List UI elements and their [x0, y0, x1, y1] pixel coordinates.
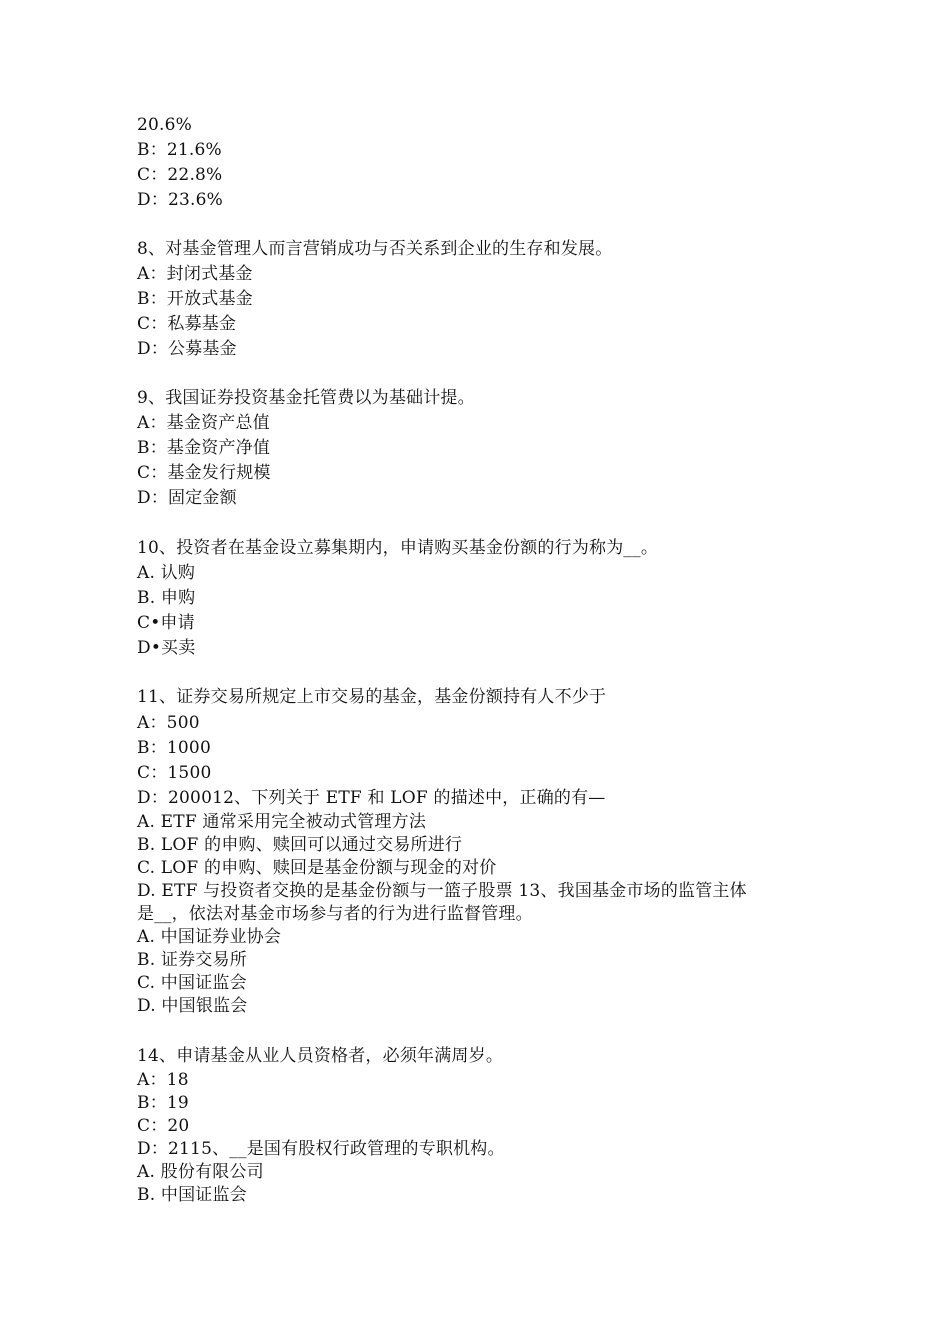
option-c-line: C：1500: [137, 763, 212, 783]
option-c-line: C：20: [137, 1116, 190, 1136]
question-8: 8、对基金管理人而言营销成功与否关系到企业的生存和发展。: [137, 239, 613, 259]
option-a-line: A. 认购: [137, 563, 196, 583]
option-d-line: D：固定金额: [137, 488, 237, 508]
option-b-line: B. 证券交易所: [137, 950, 247, 970]
option-a-line: A：基金资产总值: [137, 413, 270, 433]
option-d-line: D：公募基金: [137, 339, 237, 359]
option-c-line: C：基金发行规模: [137, 463, 271, 483]
option-b-line: B：19: [137, 1093, 189, 1113]
option-c-line: C：22.8%: [137, 165, 223, 185]
question-13-continued: 是__，依法对基金市场参与者的行为进行监督管理。: [137, 904, 533, 924]
option-c-line: C•申请: [137, 613, 195, 633]
option-a-line: A. ETF 通常采用完全被动式管理方法: [137, 812, 427, 832]
question-14: 14、申请基金从业人员资格者，必须年满周岁。: [137, 1046, 504, 1066]
question-10: 10、投资者在基金设立募集期内，申请购买基金份额的行为称为__。: [137, 538, 659, 558]
question-13: D. ETF 与投资者交换的是基金份额与一篮子股票 13、我国基金市场的监管主体: [137, 881, 747, 901]
option-a-line: A：18: [137, 1070, 189, 1090]
option-b-line: B. 中国证监会: [137, 1185, 247, 1205]
option-b-line: B：基金资产净值: [137, 438, 271, 458]
option-d-line: D•买卖: [137, 638, 196, 658]
option-c-line: C：私募基金: [137, 314, 237, 334]
option-a-line: A：封闭式基金: [137, 264, 253, 284]
question-11: 11、证券交易所规定上市交易的基金，基金份额持有人不少于: [137, 687, 607, 707]
question-15: D：2115、__是国有股权行政管理的专职机构。: [137, 1139, 505, 1159]
option-a-line: A. 股份有限公司: [137, 1162, 264, 1182]
option-c-line: C. LOF 的申购、赎回是基金份额与现金的对价: [137, 858, 497, 878]
option-b-line: B：21.6%: [137, 140, 222, 160]
option-b-line: B. 申购: [137, 588, 196, 608]
question-12: D：200012、下列关于 ETF 和 LOF 的描述中，正确的有—: [137, 788, 606, 808]
option-b-line: B：开放式基金: [137, 289, 253, 309]
option-d-line: D. 中国银监会: [137, 996, 248, 1016]
option-b-line: B. LOF 的申购、赎回可以通过交易所进行: [137, 835, 463, 855]
option-a-line: A. 中国证券业协会: [137, 927, 282, 947]
option-c-line: C. 中国证监会: [137, 973, 247, 993]
option-line: 20.6%: [137, 115, 193, 135]
option-b-line: B：1000: [137, 738, 211, 758]
option-a-line: A：500: [137, 713, 200, 733]
question-9: 9、我国证券投资基金托管费以为基础计提。: [137, 388, 475, 408]
option-d-line: D：23.6%: [137, 190, 224, 210]
